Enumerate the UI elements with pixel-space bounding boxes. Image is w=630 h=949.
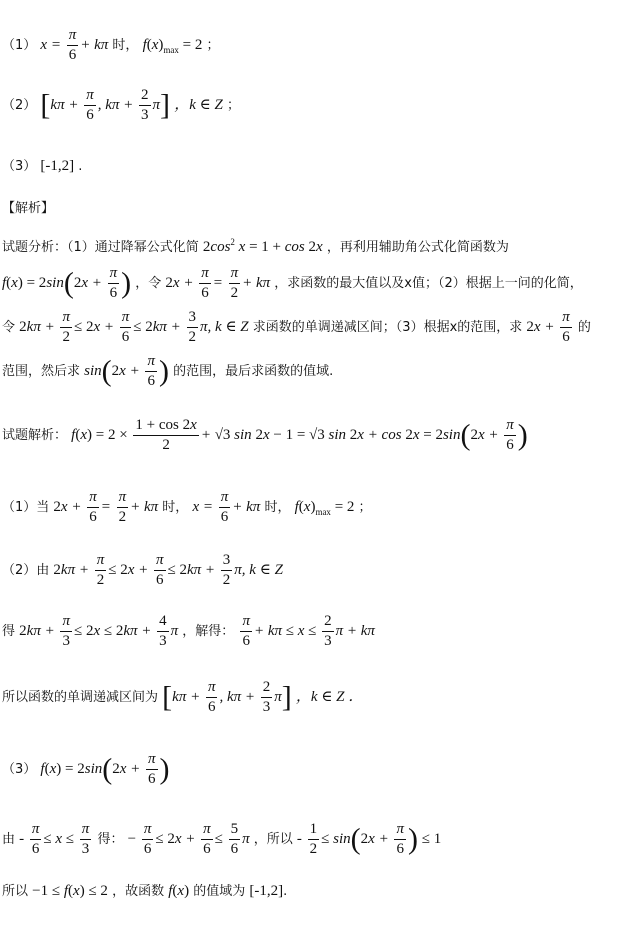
analysis-line-1: 试题分析：（1）通过降幂公式化简 $2\cos^2$ x = 1 + cos 2x ，再利用辅助角公式化简函数为 — [2, 237, 509, 255]
solution-intro: 试题解析： f(x) = 2 × $\frac{1 + \cos 2x}{2}$ + √3 sin 2x − 1 = √3 sin 2x + cos 2x = 2sin(2x + $\frac{\pi}{6}$ ) — [2, 417, 528, 453]
answer-2-label: （2） — [2, 97, 37, 113]
analysis-line-3: 令 2kπ + $\frac{\pi}{2}$ ≤ 2x + $\frac{\pi}{6}$ ≤ 2kπ + $\frac{3}{2}$ π, k ∈ Z 求函数的单调递减区间；（3）根据x的范围，求 2x + $\frac{\pi}{6}$ 的 — [2, 309, 591, 345]
answer-2-math: [kπ + $\frac{\pi}{6}$ , kπ + $\frac{2}{3}$ π] — [40, 87, 171, 123]
solution-2c: 所以函数的单调递减区间为 [kπ + $\frac{\pi}{6}$ , kπ + $\frac{2}{3}$ π] ，k ∈ Z ． — [2, 679, 364, 715]
solution-1: （1）当 2x + $\frac{\pi}{6}$ = $\frac{\pi}{2}$ + kπ 时， x = $\frac{\pi}{6}$ + kπ 时， $f(x)_{max} = 2$ ； — [2, 489, 372, 525]
solution-3b: 由 - $\frac{\pi}{6}$ ≤ x ≤ $\frac{\pi}{3}$ 得： − $\frac{\pi}{6}$ ≤ 2x + $\frac{\pi}{6}$ ≤ $\frac{5}{6}$ π ，所以 - $\frac{1}{2}$ ≤ sin(2x + $\frac{\pi}{6}$ ) ≤ 1 — [2, 821, 442, 857]
answer-1: （1） x = $\frac{\pi}{6}$ + kπ 时， $f(x)_{max} = 2$ ； — [2, 27, 220, 63]
solution-2b: 得 2kπ + $\frac{\pi}{3}$ ≤ 2x ≤ 2kπ + $\frac{4}{3}$ π ，解得： $\frac{\pi}{6}$ + kπ ≤ x ≤ $\frac{2}{3}$ π + kπ — [2, 613, 375, 649]
answer-3: （3） [-1,2] . — [2, 158, 83, 174]
solution-2: （2）由 2kπ + $\frac{\pi}{2}$ ≤ 2x + $\frac{\pi}{6}$ ≤ 2kπ + $\frac{3}{2}$ π, k ∈ Z — [2, 552, 283, 588]
answer-3-math: [-1,2] — [40, 158, 75, 174]
answer-3-label: （3） — [2, 159, 37, 174]
answer-2: （2） [kπ + $\frac{\pi}{6}$ , kπ + $\frac{2}{3}$ π] ，k ∈ Z ； — [2, 87, 240, 123]
analysis-line-1-math: $2\cos^2$ x = 1 + cos 2x — [202, 237, 323, 255]
solution-3c: 所以 −1 ≤ f(x) ≤ 2 ，故函数 f(x) 的值域为 [-1,2]. — [2, 883, 288, 899]
answer-1-math: x = $\frac{\pi}{6}$ + kπ — [40, 27, 109, 63]
analysis-line-2: f(x) = 2sin(2x + $\frac{\pi}{6}$ ) ，令 2x + $\frac{\pi}{6}$ = $\frac{\pi}{2}$ + kπ ，求函数的最大值以及x值；（2）根据上一问的化简， — [2, 265, 583, 301]
analysis-heading: 【解析】 — [2, 201, 55, 216]
solution-intro-math: f(x) = 2 × $\frac{1 + \cos 2x}{2}$ + √3 sin 2x − 1 = √3 sin 2x + cos 2x = 2sin(2x + $\frac{\pi}{6}$ ) — [71, 417, 528, 453]
answer-1-label: （1） — [2, 37, 37, 53]
analysis-line-4: 范围，然后求 sin(2x + $\frac{\pi}{6}$ ) 的范围，最后求函数的值域. — [2, 353, 334, 389]
solution-3: （3） f(x) = 2sin(2x + $\frac{\pi}{6}$ ) — [2, 751, 170, 787]
